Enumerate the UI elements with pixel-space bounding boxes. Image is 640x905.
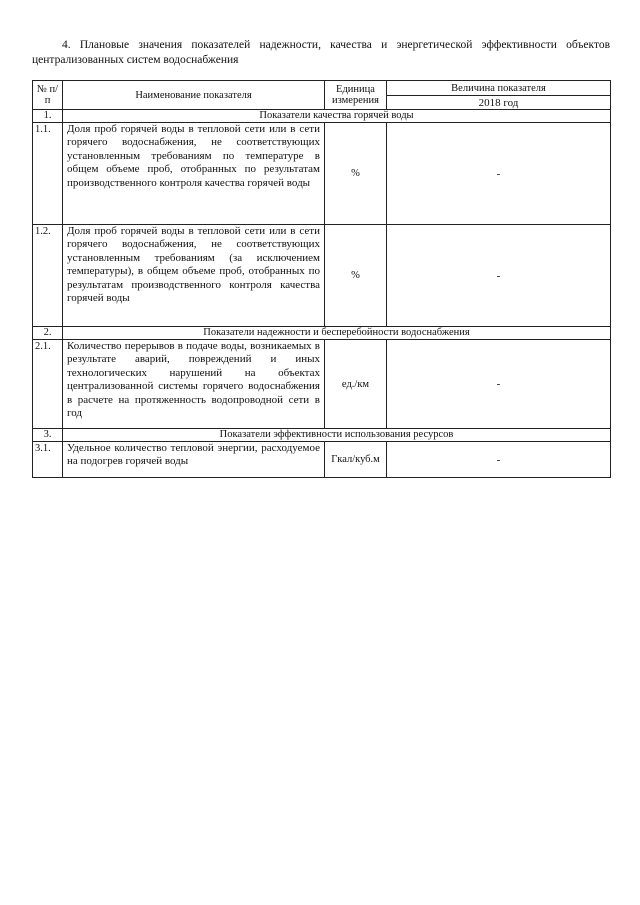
row-num: 3.1.	[33, 442, 63, 478]
indicator-unit: %	[325, 225, 387, 327]
section-title: Показатели эффективности использования ресурсов	[63, 429, 611, 442]
row-num: 1.2.	[33, 225, 63, 327]
section-heading	[32, 38, 610, 68]
header-unit: Единица измерения	[325, 81, 387, 110]
section-num: 3.	[33, 429, 63, 442]
indicator-name: Количество перерывов в подаче воды, возникаемых в результате аварий, повреждений и иных технологических нарушений на объектах централизованной системы горячего водоснабжения в расчете на протяженность водопроводной сети в год	[63, 340, 325, 429]
indicator-value: -	[387, 340, 611, 429]
section-heading-text: 4. Плановые значения показателей надежности, качества и энергетической эффективности объектов централизованных систем водоснабжения	[32, 39, 610, 66]
indicator-value: -	[387, 442, 611, 478]
row-num: 1.1.	[33, 123, 63, 225]
section-title: Показатели надежности и бесперебойности водоснабжения	[63, 327, 611, 340]
indicator-value: -	[387, 123, 611, 225]
indicator-name: Доля проб горячей воды в тепловой сети или в сети горячего водоснабжения, не соответствующих установленным требованиям (за исключением температуры), в общем объеме проб, отобранных по результатам производственного контроля качества горячей воды	[63, 225, 325, 327]
indicator-name: Удельное количество тепловой энергии, расходуемое на подогрев горячей воды	[63, 442, 325, 478]
header-name: Наименование показателя	[63, 81, 325, 110]
header-year: 2018 год	[387, 96, 611, 110]
section-title: Показатели качества горячей воды	[63, 110, 611, 123]
section-num: 2.	[33, 327, 63, 340]
header-num: № п/п	[33, 81, 63, 110]
indicator-unit: %	[325, 123, 387, 225]
section-num: 1.	[33, 110, 63, 123]
indicator-unit: ед./км	[325, 340, 387, 429]
indicator-value: -	[387, 225, 611, 327]
indicators-table	[32, 80, 611, 478]
indicator-unit: Гкал/куб.м	[325, 442, 387, 478]
indicator-name: Доля проб горячей воды в тепловой сети или в сети горячего водоснабжения, не соответствующих установленным требованиям по температуре в общем объеме проб, отобранных по результатам производственного контроля качества горячей воды	[63, 123, 325, 225]
header-value: Величина показателя	[387, 81, 611, 96]
row-num: 2.1.	[33, 340, 63, 429]
